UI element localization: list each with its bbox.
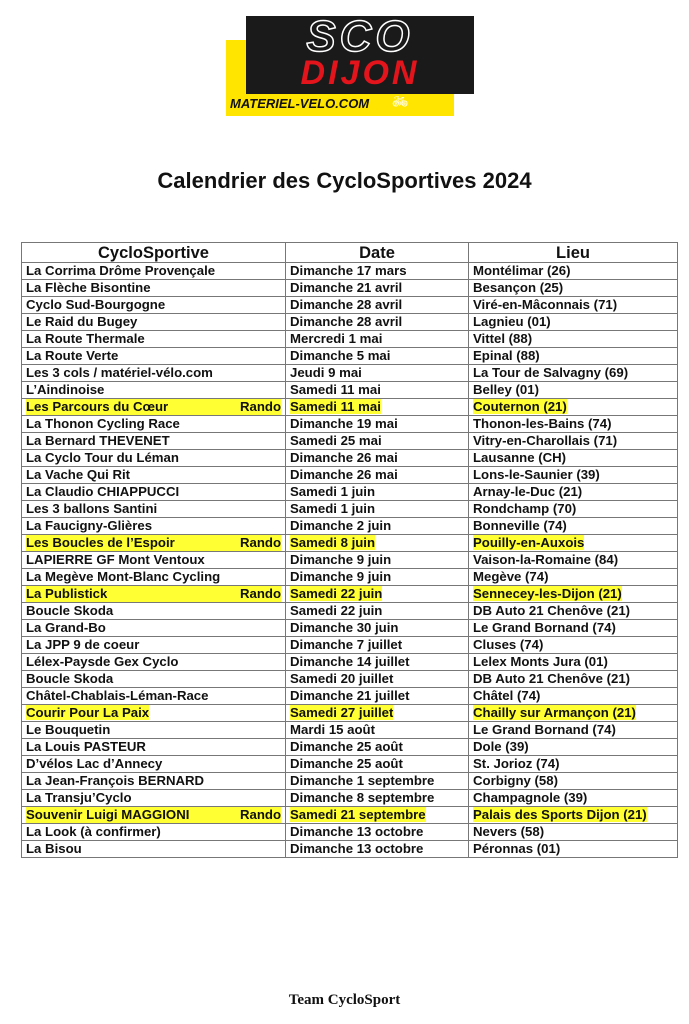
date-cell [286, 569, 469, 586]
event-lieu: Couternon (21) [473, 399, 567, 414]
logo-site-text: MATERIEL-VELO.COM [230, 96, 370, 111]
event-lieu: Belley (01) [473, 382, 539, 397]
event-name: La Look (à confirmer) [26, 824, 161, 839]
event-name: La Bisou [26, 841, 82, 856]
event-date: Jeudi 9 mai [290, 365, 362, 380]
event-lieu: DB Auto 21 Chenôve (21) [473, 671, 631, 686]
event-date: Dimanche 17 mars [290, 263, 407, 278]
table-row [22, 365, 678, 382]
date-cell [286, 756, 469, 773]
table-row [22, 501, 678, 518]
event-cell [22, 467, 286, 484]
lieu-cell [469, 297, 678, 314]
table-row [22, 671, 678, 688]
event-name: L’Aindinoise [26, 382, 105, 397]
date-cell [286, 807, 469, 824]
event-cell [22, 569, 286, 586]
event-name: La Megève Mont-Blanc Cycling [26, 569, 221, 584]
event-name: Les Boucles de l’Espoir [26, 535, 175, 550]
table-row [22, 518, 678, 535]
event-date: Dimanche 5 mai [290, 348, 391, 363]
event-lieu: Péronnas (01) [473, 841, 561, 856]
table-row [22, 263, 678, 280]
table-row [22, 467, 678, 484]
event-date: Samedi 1 juin [290, 501, 376, 516]
event-name: La Route Verte [26, 348, 119, 363]
date-cell [286, 365, 469, 382]
event-name: Les 3 cols / matériel-vélo.com [26, 365, 213, 380]
event-name: La Publistick [26, 586, 108, 601]
event-cell [22, 518, 286, 535]
footer-signature: Team CycloSport [288, 992, 401, 1008]
event-date: Dimanche 28 avril [290, 297, 403, 312]
event-cell [22, 824, 286, 841]
event-cell [22, 603, 286, 620]
event-cell [22, 620, 286, 637]
event-date: Mercredi 1 mai [290, 331, 383, 346]
lieu-cell [469, 518, 678, 535]
event-name: Les Parcours du Cœur [26, 399, 169, 414]
event-cell [22, 501, 286, 518]
event-date: Dimanche 13 octobre [290, 824, 424, 839]
event-lieu: Vaison-la-Romaine (84) [473, 552, 619, 567]
event-cell [22, 637, 286, 654]
lieu-cell [469, 365, 678, 382]
table-row [22, 620, 678, 637]
lieu-cell [469, 824, 678, 841]
date-cell [286, 348, 469, 365]
event-cell [22, 841, 286, 858]
date-cell [286, 586, 469, 603]
event-date: Dimanche 9 juin [290, 569, 392, 584]
event-lieu: Thonon-les-Bains (74) [473, 416, 612, 431]
event-cell [22, 280, 286, 297]
event-name-wrap [26, 807, 281, 823]
lieu-cell [469, 807, 678, 824]
event-lieu: Vitry-en-Charollais (71) [473, 433, 618, 448]
event-lieu: St. Jorioz (74) [473, 756, 560, 771]
lieu-cell [469, 382, 678, 399]
date-cell [286, 773, 469, 790]
date-cell [286, 382, 469, 399]
event-date: Dimanche 28 avril [290, 314, 403, 329]
event-lieu: Le Grand Bornand (74) [473, 620, 616, 635]
lieu-cell [469, 535, 678, 552]
event-lieu: Palais des Sports Dijon (21) [473, 807, 647, 822]
table-row [22, 603, 678, 620]
table-row [22, 331, 678, 348]
event-tag: Rando [239, 535, 281, 550]
event-cell [22, 586, 286, 603]
event-lieu: La Tour de Salvagny (69) [473, 365, 629, 380]
event-name: D’vélos Lac d’Annecy [26, 756, 163, 771]
event-name: Le Bouquetin [26, 722, 111, 737]
date-cell [286, 297, 469, 314]
event-cell [22, 433, 286, 450]
event-date: Samedi 11 mai [290, 399, 381, 414]
event-date: Dimanche 1 septembre [290, 773, 435, 788]
lieu-cell [469, 773, 678, 790]
date-cell [286, 722, 469, 739]
event-tag: Rando [239, 586, 281, 601]
lieu-cell [469, 433, 678, 450]
event-lieu: Le Grand Bornand (74) [473, 722, 616, 737]
table-row [22, 841, 678, 858]
date-cell [286, 433, 469, 450]
date-cell [286, 824, 469, 841]
event-name: La JPP 9 de coeur [26, 637, 140, 652]
lieu-cell [469, 671, 678, 688]
lieu-cell [469, 756, 678, 773]
event-cell [22, 671, 286, 688]
date-cell [286, 688, 469, 705]
event-lieu: Dole (39) [473, 739, 529, 754]
lieu-cell [469, 688, 678, 705]
date-cell [286, 484, 469, 501]
date-cell [286, 416, 469, 433]
event-lieu: Lagnieu (01) [473, 314, 551, 329]
lieu-cell [469, 739, 678, 756]
lieu-cell [469, 484, 678, 501]
date-cell [286, 331, 469, 348]
event-lieu: Lelex Monts Jura (01) [473, 654, 608, 669]
table-row [22, 790, 678, 807]
event-name: La Claudio CHIAPPUCCI [26, 484, 180, 499]
event-cell [22, 756, 286, 773]
lieu-cell [469, 637, 678, 654]
table-row [22, 688, 678, 705]
event-date: Dimanche 7 juillet [290, 637, 403, 652]
date-cell [286, 535, 469, 552]
event-name: LAPIERRE GF Mont Ventoux [26, 552, 205, 567]
event-cell [22, 416, 286, 433]
event-lieu: Lons-le-Saunier (39) [473, 467, 600, 482]
table-header-row [22, 243, 678, 263]
event-name: La Cyclo Tour du Léman [26, 450, 179, 465]
date-cell [286, 790, 469, 807]
event-lieu: Pouilly-en-Auxois [473, 535, 585, 550]
event-cell [22, 365, 286, 382]
event-date: Samedi 25 mai [290, 433, 382, 448]
table-row [22, 637, 678, 654]
lieu-cell [469, 348, 678, 365]
event-lieu: Châtel (74) [473, 688, 541, 703]
event-date: Dimanche 14 juillet [290, 654, 410, 669]
event-date: Samedi 22 juin [290, 603, 383, 618]
table-row [22, 433, 678, 450]
event-name: Le Raid du Bugey [26, 314, 138, 329]
event-cell [22, 399, 286, 416]
event-lieu: Nevers (58) [473, 824, 545, 839]
event-cell [22, 297, 286, 314]
lieu-cell [469, 331, 678, 348]
event-tag: Rando [239, 399, 281, 414]
event-name: Lélex-Paysde Gex Cyclo [26, 654, 179, 669]
event-date: Dimanche 8 septembre [290, 790, 435, 805]
event-lieu: Besançon (25) [473, 280, 564, 295]
lieu-cell [469, 450, 678, 467]
event-cell [22, 705, 286, 722]
header-date: Date [286, 243, 469, 263]
date-cell [286, 705, 469, 722]
table-row [22, 535, 678, 552]
event-cell [22, 552, 286, 569]
event-date: Dimanche 21 avril [290, 280, 403, 295]
lieu-cell [469, 263, 678, 280]
table-row [22, 450, 678, 467]
lieu-cell [469, 705, 678, 722]
event-name-wrap [26, 535, 281, 551]
table-row [22, 552, 678, 569]
event-name-wrap [26, 399, 281, 415]
lieu-cell [469, 314, 678, 331]
date-cell [286, 739, 469, 756]
table-row [22, 399, 678, 416]
event-name: La Faucigny-Glières [26, 518, 153, 533]
event-cell [22, 450, 286, 467]
lieu-cell [469, 501, 678, 518]
event-date: Dimanche 26 mai [290, 450, 398, 465]
event-date: Dimanche 25 août [290, 756, 403, 771]
logo-sco-text: SCO [306, 12, 414, 61]
event-date: Dimanche 9 juin [290, 552, 392, 567]
table-row [22, 297, 678, 314]
table-row [22, 382, 678, 399]
lieu-cell [469, 620, 678, 637]
event-date: Samedi 8 juin [290, 535, 376, 550]
event-lieu: Arnay-le-Duc (21) [473, 484, 583, 499]
lieu-cell [469, 569, 678, 586]
event-name: Courir Pour La Paix [26, 705, 150, 720]
table-row [22, 348, 678, 365]
date-cell [286, 450, 469, 467]
event-date: Dimanche 30 juin [290, 620, 399, 635]
event-cell [22, 722, 286, 739]
event-name: Souvenir Luigi MAGGIONI [26, 807, 190, 822]
event-lieu: Chailly sur Armançon (21) [473, 705, 636, 720]
lieu-cell [469, 722, 678, 739]
lieu-cell [469, 467, 678, 484]
event-date: Dimanche 13 octobre [290, 841, 424, 856]
logo-dijon-text: DIJON [300, 54, 420, 92]
date-cell [286, 841, 469, 858]
date-cell [286, 518, 469, 535]
event-date: Dimanche 26 mai [290, 467, 398, 482]
event-date: Dimanche 21 juillet [290, 688, 410, 703]
event-date: Samedi 21 septembre [290, 807, 426, 822]
event-cell [22, 790, 286, 807]
event-cell [22, 535, 286, 552]
header-cyclosportive: CycloSportive [22, 243, 286, 263]
date-cell [286, 280, 469, 297]
event-lieu: Epinal (88) [473, 348, 540, 363]
event-tag: Rando [239, 807, 281, 822]
event-date: Dimanche 2 juin [290, 518, 392, 533]
event-date: Mardi 15 août [290, 722, 376, 737]
event-lieu: Megève (74) [473, 569, 549, 584]
lieu-cell [469, 603, 678, 620]
event-lieu: Viré-en-Mâconnais (71) [473, 297, 618, 312]
lieu-cell [469, 790, 678, 807]
date-cell [286, 263, 469, 280]
date-cell [286, 501, 469, 518]
event-date: Samedi 20 juillet [290, 671, 394, 686]
event-date: Samedi 11 mai [290, 382, 381, 397]
event-cell [22, 688, 286, 705]
date-cell [286, 671, 469, 688]
event-lieu: DB Auto 21 Chenôve (21) [473, 603, 631, 618]
event-lieu: Corbigny (58) [473, 773, 558, 788]
table-row [22, 586, 678, 603]
event-cell [22, 484, 286, 501]
date-cell [286, 552, 469, 569]
event-lieu: Rondchamp (70) [473, 501, 577, 516]
event-cell [22, 739, 286, 756]
date-cell [286, 314, 469, 331]
date-cell [286, 654, 469, 671]
table-row [22, 314, 678, 331]
event-date: Dimanche 25 août [290, 739, 403, 754]
event-name: La Vache Qui Rit [26, 467, 131, 482]
event-name: La Corrima Drôme Provençale [26, 263, 216, 278]
event-lieu: Bonneville (74) [473, 518, 567, 533]
lieu-cell [469, 586, 678, 603]
event-date: Samedi 22 juin [290, 586, 383, 601]
event-name: Boucle Skoda [26, 671, 114, 686]
lieu-cell [469, 416, 678, 433]
event-name: Boucle Skoda [26, 603, 114, 618]
event-name: Châtel-Chablais-Léman-Race [26, 688, 209, 703]
event-lieu: Sennecey-les-Dijon (21) [473, 586, 622, 601]
event-name: La Louis PASTEUR [26, 739, 146, 754]
event-name: La Route Thermale [26, 331, 145, 346]
event-cell [22, 263, 286, 280]
date-cell [286, 467, 469, 484]
event-name: Cyclo Sud-Bourgogne [26, 297, 166, 312]
event-name: La Thonon Cycling Race [26, 416, 180, 431]
table-row [22, 807, 678, 824]
event-cell [22, 807, 286, 824]
table-row [22, 569, 678, 586]
date-cell [286, 603, 469, 620]
event-cell [22, 654, 286, 671]
event-cell [22, 773, 286, 790]
lieu-cell [469, 552, 678, 569]
lieu-cell [469, 841, 678, 858]
event-lieu: Champagnole (39) [473, 790, 588, 805]
lieu-cell [469, 399, 678, 416]
date-cell [286, 620, 469, 637]
event-cell [22, 382, 286, 399]
event-cell [22, 314, 286, 331]
table-row [22, 484, 678, 501]
table-row [22, 705, 678, 722]
header-lieu: Lieu [469, 243, 678, 263]
event-lieu: Cluses (74) [473, 637, 544, 652]
event-cell [22, 348, 286, 365]
table-row [22, 773, 678, 790]
sco-dijon-logo [226, 12, 476, 116]
event-name: Les 3 ballons Santini [26, 501, 158, 516]
page-title: Calendrier des CycloSportives 2024 [157, 168, 532, 193]
event-date: Dimanche 19 mai [290, 416, 398, 431]
event-date: Samedi 1 juin [290, 484, 376, 499]
event-name: La Transju’Cyclo [26, 790, 132, 805]
event-name: La Flèche Bisontine [26, 280, 151, 295]
table-row [22, 756, 678, 773]
date-cell [286, 399, 469, 416]
event-name: La Jean-François BERNARD [26, 773, 205, 788]
lieu-cell [469, 280, 678, 297]
bicycle-icon: 🚲︎ [392, 94, 409, 109]
table-row [22, 739, 678, 756]
event-name: La Grand-Bo [26, 620, 106, 635]
event-lieu: Lausanne (CH) [473, 450, 567, 465]
event-date: Samedi 27 juillet [290, 705, 394, 720]
event-name: La Bernard THEVENET [26, 433, 170, 448]
event-lieu: Vittel (88) [473, 331, 533, 346]
event-cell [22, 331, 286, 348]
table-row [22, 280, 678, 297]
table-row [22, 416, 678, 433]
table-body [22, 263, 678, 858]
table-row [22, 722, 678, 739]
event-name-wrap [26, 586, 281, 602]
calendar-table [21, 242, 678, 858]
event-lieu: Montélimar (26) [473, 263, 571, 278]
table-row [22, 824, 678, 841]
date-cell [286, 637, 469, 654]
lieu-cell [469, 654, 678, 671]
table-row [22, 654, 678, 671]
